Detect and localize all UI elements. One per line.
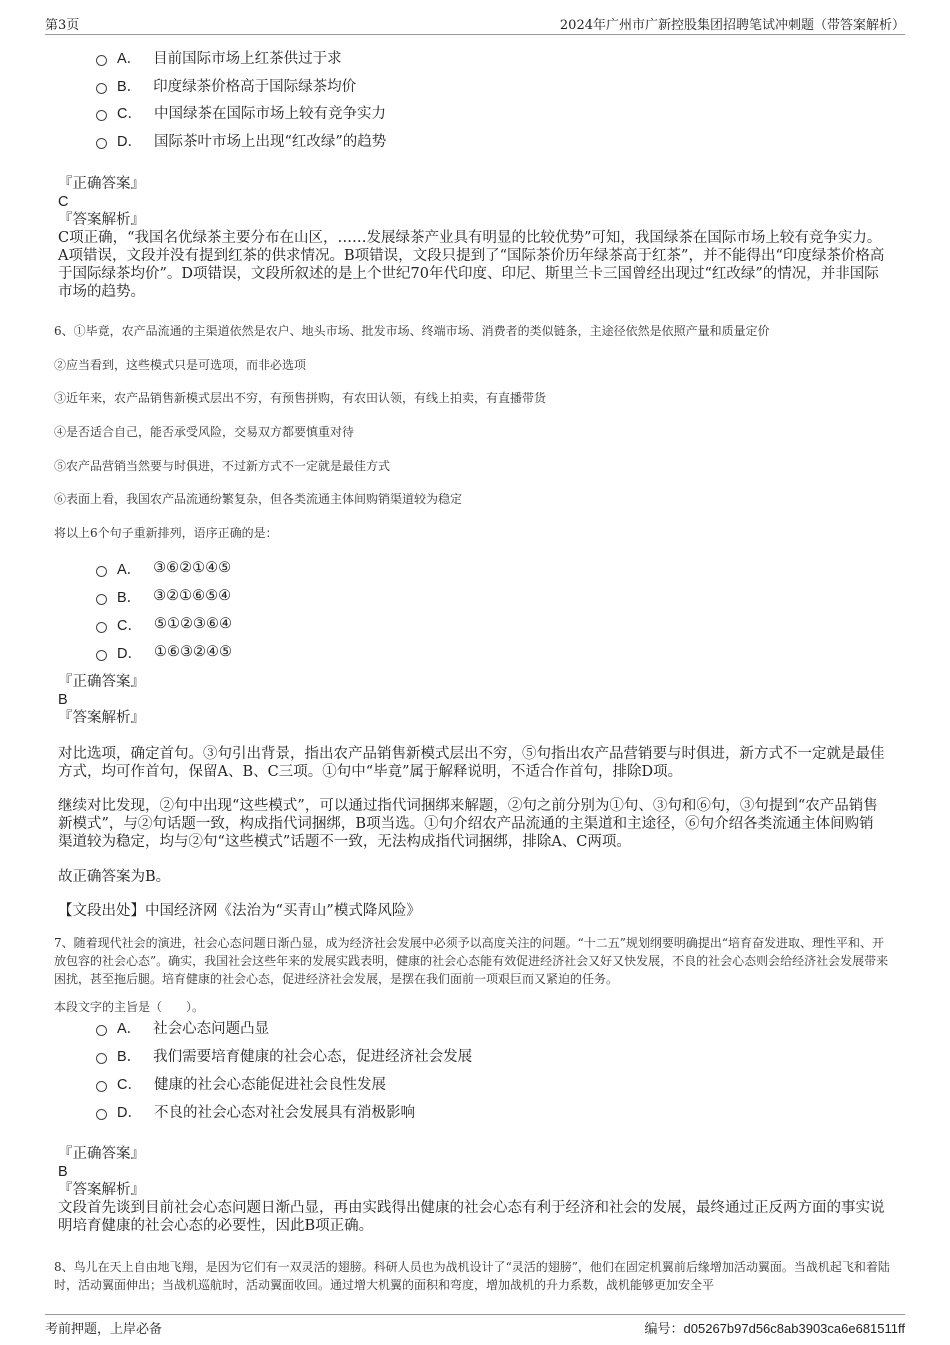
radio-icon[interactable] — [96, 83, 107, 94]
q6-sentence-1: 6、①毕竟，农产品流通的主渠道依然是农户、地头市场、批发市场、终端市场、消费者的类似链条，主途径依然是依照产量和质量定价 — [54, 324, 770, 338]
radio-icon[interactable] — [96, 55, 107, 66]
q6-sentence-3: ③近年来，农产品销售新模式层出不穷，有预售拼购，有农田认领，有线上拍卖，有直播带货 — [54, 391, 547, 405]
q6-source: 【文段出处】中国经济网《法治为“买青山”模式降风险》 — [58, 903, 421, 919]
page-header — [45, 14, 905, 35]
q6-answer-block — [58, 673, 888, 727]
q6-analysis-p1: 对比选项，确定首句。③句引出背景，指出农产品销售新模式层出不穷，⑤句指出农产品营销要与时俱进，新方式不一定就是最佳方式，均可作首句，保留A、B、C三项。①句中“毕竟”属于解释说明，不适合作首句，排除D项。 — [58, 746, 885, 780]
q6-option-d[interactable]: D． ①⑥③②④⑤ — [96, 641, 232, 663]
answer-label: 『正确答案』 — [58, 1146, 145, 1162]
analysis-label: 『答案解析』 — [58, 710, 145, 726]
radio-icon[interactable] — [96, 138, 107, 149]
page-number: 第3页 — [45, 18, 80, 33]
radio-icon[interactable] — [96, 1053, 107, 1064]
analysis-text: 文段首先谈到目前社会心态问题日渐凸显，再由实践得出健康的社会心态有利于经济和社会的发展，最终通过正反两方面的事实说明培育健康的社会心态的必要性，因此B项正确。 — [58, 1200, 885, 1234]
q6-option-b[interactable]: B． ③②①⑥⑤④ — [96, 585, 231, 607]
answer-label: 『正确答案』 — [58, 674, 145, 690]
q5-option-c[interactable]: C． 中国绿茶在国际市场上较有竞争实力 — [96, 101, 386, 123]
analysis-label: 『答案解析』 — [58, 1182, 145, 1198]
analysis-text: C项正确，“我国名优绿茶主要分布在山区，……发展绿茶产业具有明显的比较优势”可知，我国绿茶在国际市场上较有竞争实力。A项错误，文段并没有提到红茶的供求情况。B项错误，文段只提到了“国际茶价历年绿茶高于红茶”，并不能得出“印度绿茶价格高于国际绿茶均价”。D项错误，文段所叙述的是上个世纪70年代印度、印尼、斯里兰卡三国曾经出现过“红改绿”的情况，并非国际市场的趋势。 — [58, 230, 885, 300]
radio-icon[interactable] — [96, 1081, 107, 1092]
radio-icon[interactable] — [96, 566, 107, 577]
q7-option-b[interactable]: B． 我们需要培育健康的社会心态，促进经济社会发展 — [96, 1044, 472, 1066]
footer-slogan: 考前押题，上岸必备 — [45, 1322, 163, 1337]
q7-option-a[interactable]: A． 社会心态问题凸显 — [96, 1016, 269, 1038]
document-title: 2024年广州市广新控股集团招聘笔试冲刺题（带答案解析） — [559, 18, 905, 33]
radio-icon[interactable] — [96, 650, 107, 661]
q7-question: 本段文字的主旨是（ ）。 — [54, 1000, 205, 1014]
q8-stem: 8、鸟儿在天上自由地飞翔，是因为它们有一双灵活的翅膀。科研人员也为战机设计了“灵活的翅膀”，他们在固定机翼前后缘增加活动翼面。当战机起飞和着陆时，活动翼面伸出；当战机巡航时，活动翼面收回。通过增大机翼的面积和弯度，增加战机的升力系数，战机能够更加安全平 — [54, 1260, 890, 1292]
q7-answer-block — [58, 1145, 888, 1235]
answer-value: B — [58, 692, 68, 708]
q6-sentence-5: ⑤农产品营销当然要与时俱进，不过新方式不一定就是最佳方式 — [54, 459, 391, 473]
q6-question: 将以上6个句子重新排列，语序正确的是： — [54, 526, 278, 540]
radio-icon[interactable] — [96, 622, 107, 633]
q7-option-c[interactable]: C． 健康的社会心态能促进社会良性发展 — [96, 1072, 386, 1094]
answer-value: B — [58, 1164, 68, 1180]
analysis-label: 『答案解析』 — [58, 212, 145, 228]
q6-analysis-p3: 故正确答案为B。 — [58, 869, 171, 885]
q5-option-d[interactable]: D． 国际茶叶市场上出现“红改绿”的趋势 — [96, 129, 386, 151]
answer-value: C — [58, 194, 69, 210]
q6-option-c[interactable]: C． ⑤①②③⑥④ — [96, 613, 232, 635]
q6-analysis-p2: 继续对比发现，②句中出现“这些模式”，可以通过指代词捆绑来解题，②句之前分别为①句、③句和⑥句，③句提到“农产品销售新模式”，与②句话题一致，构成指代词捆绑，B项当选。①句介绍农产品流通的主渠道和主途径，⑥句介绍各类流通主体间购销渠道较为稳定，均与②句“这些模式”话题不一致，无法构成指代词捆绑，排除A、C两项。 — [58, 798, 878, 850]
radio-icon[interactable] — [96, 594, 107, 605]
q5-option-b[interactable]: B． 印度绿茶价格高于国际绿茶均价 — [96, 74, 356, 96]
q6-sentence-6: ⑥表面上看，我国农产品流通纷繁复杂，但各类流通主体间购销渠道较为稳定 — [54, 492, 463, 506]
q6-sentence-2: ②应当看到，这些模式只是可选项，而非必选项 — [54, 358, 307, 372]
radio-icon[interactable] — [96, 110, 107, 121]
q5-answer-block — [58, 175, 888, 301]
q6-sentence-4: ④是否适合自己，能否承受风险，交易双方都要慎重对待 — [54, 425, 355, 439]
q7-stem: 7、随着现代社会的演进，社会心态问题日渐凸显，成为经济社会发展中必须予以高度关注的问题。“十二五”规划纲要明确提出“培育奋发进取、理性平和、开放包容的社会心态”。确实，我国社会这些年来的发展实践表明，健康的社会心态能有效促进经济社会又好又快发展，不良的社会心态则会给经济社会发展带来困扰，甚至拖后腿。培育健康的社会心态，促进经济社会发展，是摆在我们面前一项艰巨而又紧迫的任务。 — [54, 936, 889, 986]
q5-option-a[interactable]: A． 目前国际市场上红茶供过于求 — [96, 46, 342, 68]
document-id: 编号：d05267b97d56c8ab3903ca6e681511ff — [644, 1321, 905, 1336]
page-footer — [45, 1314, 905, 1335]
answer-label: 『正确答案』 — [58, 176, 145, 192]
q7-option-d[interactable]: D． 不良的社会心态对社会发展具有消极影响 — [96, 1100, 415, 1122]
q6-option-a[interactable]: A． ③⑥②①④⑤ — [96, 557, 231, 579]
radio-icon[interactable] — [96, 1025, 107, 1036]
radio-icon[interactable] — [96, 1109, 107, 1120]
